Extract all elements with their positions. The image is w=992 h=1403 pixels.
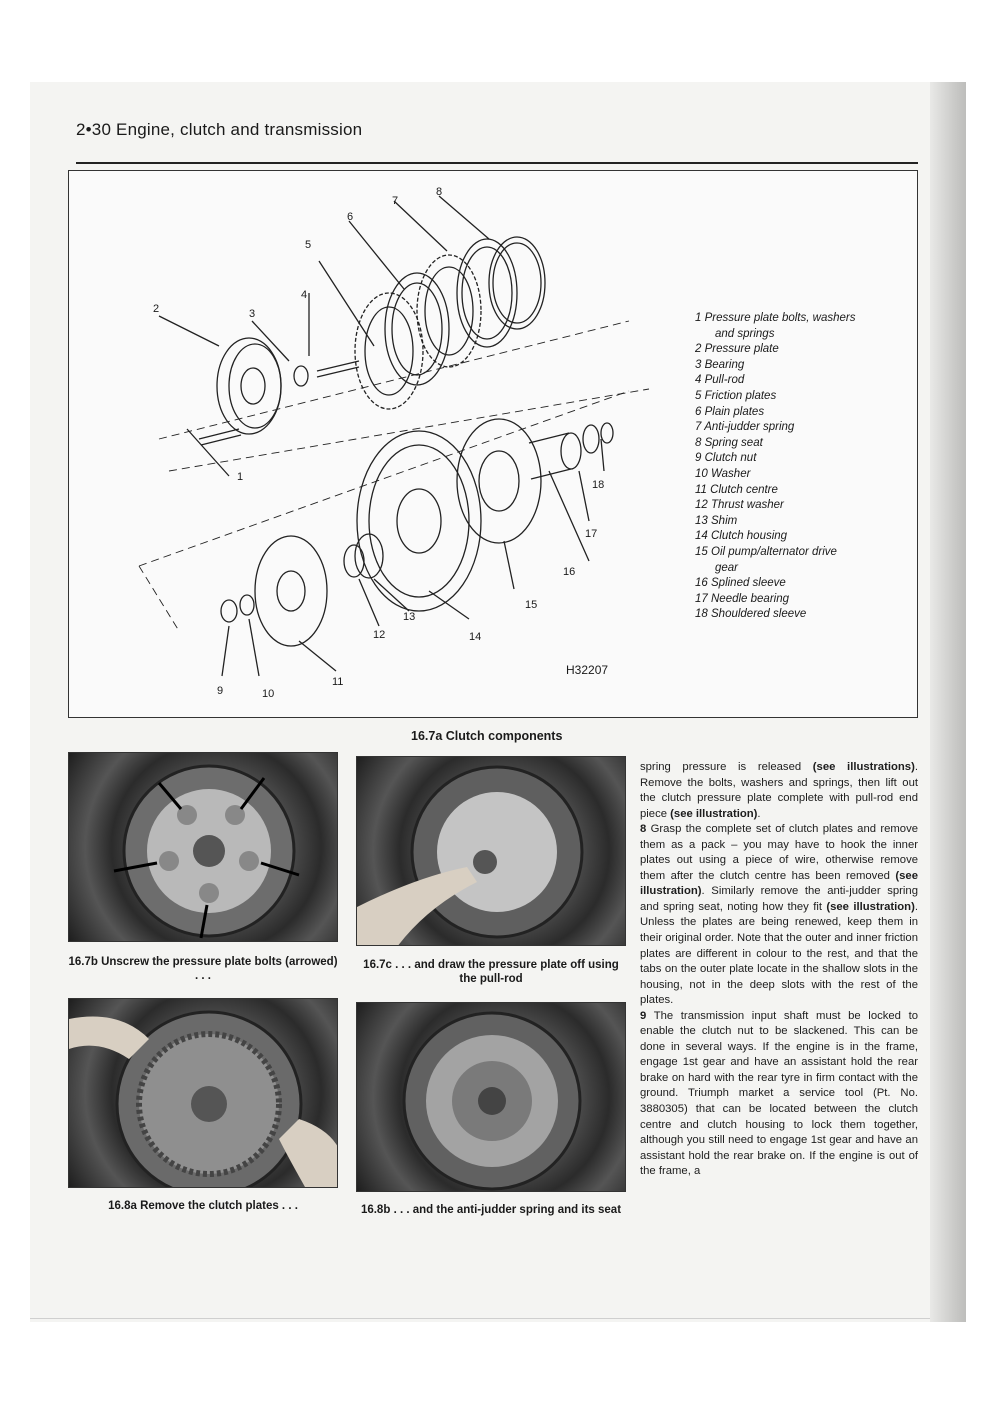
- callout-15: 15: [525, 599, 538, 611]
- callout-3: 3: [249, 308, 256, 320]
- paragraph-9: 9 The transmission input shaft must be locked to enable the clutch nut to be slackened. This can be done in several ways. If the engine is in the frame, engage 1st gear and have an assistant hold the rear brake on hard with the rear tyre in firm contact with the ground. Triumph market a service tool (Pt. No. 3880305) that can be located between the clutch centre and clutch housing to lock them together, although you still need to engage 1st gear and have an assistant hold the rear brake on. If the engine is out of the frame, a: [640, 1009, 918, 1178]
- callout-11: 11: [332, 676, 344, 688]
- caption-16-7b: 16.7b Unscrew the pressure plate bolts (arrowed) . . .: [68, 956, 338, 982]
- legend-item: 3 Bearing: [695, 358, 745, 371]
- legend-item: 2 Pressure plate: [695, 343, 779, 356]
- callout-6: 6: [347, 211, 354, 223]
- legend-item: 14 Clutch housing: [695, 530, 788, 543]
- photo-illustration: [357, 757, 626, 946]
- photo-16-8b: [356, 1002, 626, 1192]
- legend-item: 1 Pressure plate bolts, washers: [695, 312, 856, 324]
- callout-17: 17: [585, 528, 598, 540]
- binding-shadow: [930, 82, 966, 1322]
- legend-item: 8 Spring seat: [695, 436, 763, 449]
- callout-1: 1: [237, 471, 244, 483]
- legend-item: 11 Clutch centre: [695, 483, 778, 496]
- caption-16-8b: 16.8b . . . and the anti-judder spring and its seat: [360, 1204, 622, 1216]
- legend-item: 9 Clutch nut: [695, 452, 757, 465]
- parts-legend: [695, 311, 905, 623]
- caption-16-7c: 16.7c . . . and draw the pressure plate off using the pull-rod: [363, 959, 619, 985]
- legend-item: 12 Thrust washer: [695, 499, 784, 512]
- page-bottom-edge: [30, 1318, 930, 1319]
- photo-16-7c: [356, 756, 626, 946]
- caption-16-8a: 16.8a Remove the clutch plates . . .: [108, 1200, 298, 1212]
- callout-10: 10: [262, 688, 275, 700]
- callout-14: 14: [469, 631, 482, 643]
- legend-item: 18 Shouldered sleeve: [695, 608, 807, 621]
- photo-illustration: [69, 753, 338, 942]
- callout-8: 8: [436, 186, 443, 198]
- body-text-column: [640, 760, 918, 1180]
- callout-4: 4: [301, 289, 308, 301]
- photo-16-7b: [68, 752, 338, 942]
- legend-item: 10 Washer: [695, 467, 751, 480]
- callout-16: 16: [563, 566, 576, 578]
- callout-18: 18: [592, 479, 605, 491]
- drawing-code: H32207: [566, 663, 609, 677]
- legend-item: 15 Oil pump/alternator drive: [695, 545, 837, 558]
- paragraph-8: 8 Grasp the complete set of clutch plates and remove them as a pack – you may have to hook the inner plates out using a piece of wire, otherwise remove them after the clutch centre has been removed (see illustration). Similarly remove the anti-judder spring and spring seat, noting how they fit (see illustration). Unless the plates are being renewed, keep them in their original order. Note that the outer and inner friction plates are different in colour to the rest, and that the tabs on the outer plate locate in the shallow slots in the housing, not in the deep slots with the rest of the plates.: [640, 823, 918, 1007]
- legend-item-cont: and springs: [715, 327, 775, 340]
- legend-item-cont: gear: [715, 561, 739, 574]
- legend-item: 6 Plain plates: [695, 405, 765, 418]
- header-rule: [76, 162, 918, 164]
- callout-7: 7: [392, 195, 399, 207]
- legend-item: 5 Friction plates: [695, 389, 777, 402]
- callout-9: 9: [217, 685, 224, 697]
- legend-item: 17 Needle bearing: [695, 592, 790, 605]
- legend-item: 13 Shim: [695, 514, 738, 527]
- legend-item: 4 Pull-rod: [695, 374, 745, 387]
- photo-illustration: [357, 1003, 626, 1192]
- callout-5: 5: [305, 239, 312, 251]
- callout-2: 2: [153, 303, 160, 315]
- photo-16-8a: [68, 998, 338, 1188]
- callout-13: 13: [403, 611, 416, 623]
- callout-12: 12: [373, 629, 386, 641]
- legend-item: 7 Anti-judder spring: [695, 421, 795, 434]
- legend-item: 16 Splined sleeve: [695, 577, 786, 590]
- page-header-title: 2•30 Engine, clutch and transmission: [76, 120, 363, 139]
- paragraph-continuation: spring pressure is released (see illustrations). Remove the bolts, washers and springs, then lift out the clutch pressure plate complete with pull-rod end piece (see illustration).: [640, 761, 918, 820]
- figure-caption: 16.7a Clutch components: [411, 729, 563, 743]
- photo-illustration: [69, 999, 338, 1188]
- exploded-diagram: [68, 170, 918, 718]
